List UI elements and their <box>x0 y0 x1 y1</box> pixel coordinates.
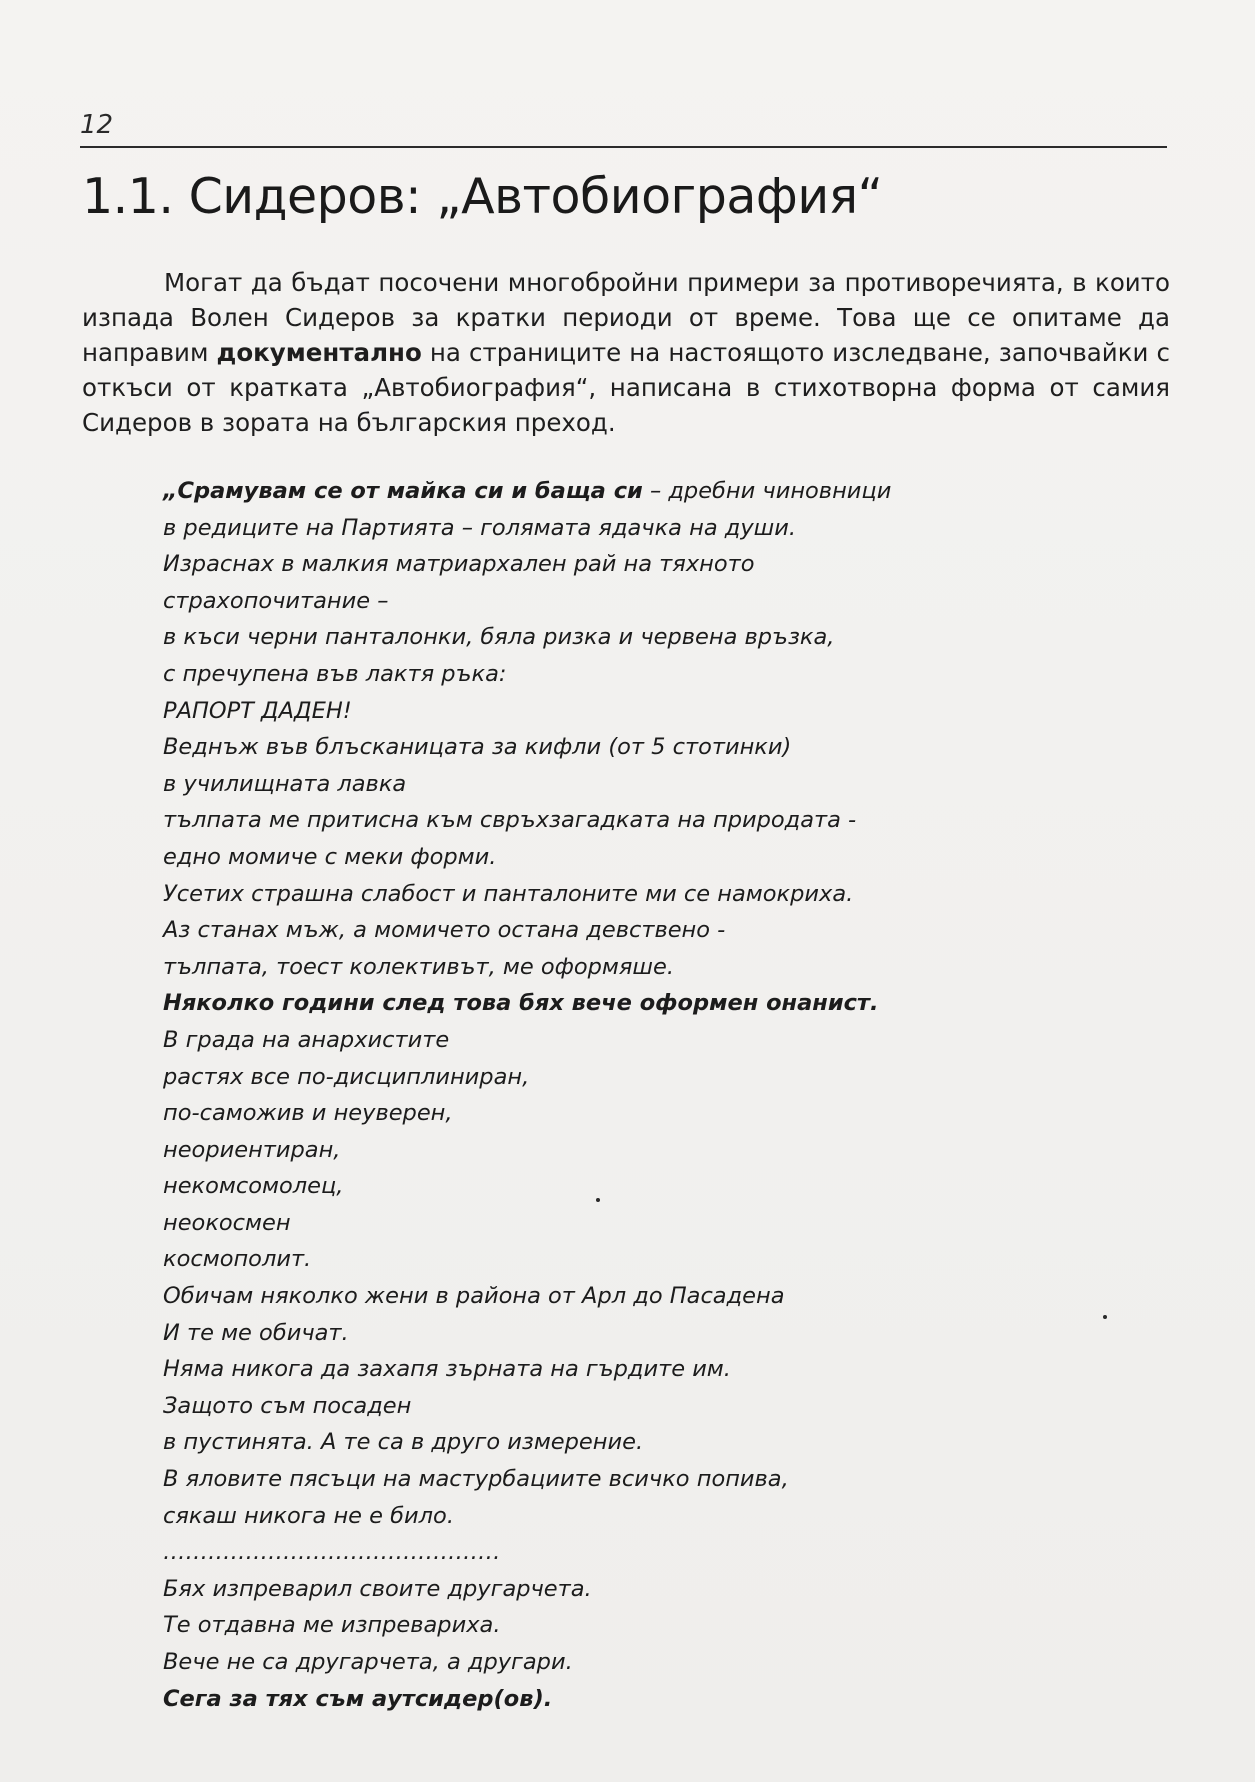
poem-line: И те ме обичат. <box>163 1319 349 1346</box>
poem <box>163 473 891 1717</box>
poem-line: сякаш никога не е било. <box>163 1502 454 1529</box>
page-number: 12 <box>80 110 114 140</box>
poem-line: Няма никога да захапя зърната на гърдите им. <box>163 1356 731 1383</box>
poem-line: В яловите пясъци на мастурбациите всичко попива, <box>163 1466 789 1493</box>
poem-line: в редиците на Партията – голямата ядачка на души. <box>163 514 797 541</box>
intro-text-after: на страниците на настоящото изследване, започвайки с откъси от кратката „Автобиография“, написана в стихотворна форма от самия Сидеров в зората на българския преход. <box>82 338 1170 437</box>
poem-line-rest: – дребни чиновници <box>642 478 892 504</box>
poem-line: Защото съм посаден <box>163 1392 412 1419</box>
poem-line: неокосмен <box>163 1209 291 1236</box>
poem-line: Израснах в малкия матриархален рай на тяхното <box>163 551 755 578</box>
poem-line: Обичам няколко жени в района от Арл до Пасадена <box>163 1283 785 1310</box>
poem-line: страхопочитание – <box>163 587 389 614</box>
poem-line: в училищната лавка <box>163 770 407 797</box>
poem-line: космополит. <box>163 1246 312 1273</box>
poem-dotted-line: ……………………………………… <box>163 1539 501 1566</box>
poem-line: в пустинята. А те са в друго измерение. <box>163 1429 644 1456</box>
poem-line-bold: Няколко години след това бях вече оформен онанист. <box>163 990 879 1017</box>
poem-line: РАПОРТ ДАДЕН! <box>163 697 352 724</box>
poem-line: с пречупена във лактя ръка: <box>163 660 507 687</box>
poem-line: Бях изпреварил своите другарчета. <box>163 1575 592 1602</box>
poem-line: растях все по-дисциплиниран, <box>163 1063 530 1090</box>
poem-line: едно момиче с меки форми. <box>163 843 497 870</box>
poem-line: в къси черни панталонки, бяла ризка и червена връзка, <box>163 624 835 651</box>
print-speck <box>596 1198 600 1202</box>
header-rule <box>80 146 1167 148</box>
poem-line: тълпата, тоест колективът, ме оформяше. <box>163 953 675 980</box>
intro-paragraph <box>82 265 1170 440</box>
poem-line: Вече не са другарчета, а другари. <box>163 1649 573 1675</box>
poem-line: В града на анархистите <box>163 1026 450 1053</box>
intro-text-before: Могат да бъдат посочени многобройни примери за противоречията, в които изпада Волен Сидеров за кратки периоди от време. Това ще се опитаме да направим <box>82 268 1170 367</box>
poem-line-emphasis: „Срамувам се от майка си и баща си <box>163 478 643 504</box>
poem-line: Усетих страшна слабост и панталоните ми се намокриха. <box>163 880 854 907</box>
intro-emphasis: документално <box>216 338 422 367</box>
poem-line-bold: Сега за тях съм аутсидер(ов). <box>163 1685 553 1712</box>
poem-line <box>163 473 891 510</box>
poem-line: по-саможив и неуверен, <box>163 1100 453 1127</box>
poem-line: Веднъж във блъсканицата за кифли (от 5 стотинки) <box>163 734 792 761</box>
poem-line: неориентиран, <box>163 1136 341 1163</box>
print-speck <box>1103 1315 1107 1319</box>
poem-line: некомсомолец, <box>163 1173 344 1200</box>
poem-line: Те отдавна ме изпревариха. <box>163 1612 501 1639</box>
section-title: 1.1. Сидеров: „Автобиография“ <box>82 168 883 225</box>
poem-line: Аз станах мъж, а момичето остана девствено - <box>163 917 726 944</box>
poem-line: тълпата ме притисна към свръхзагадката на природата - <box>163 807 857 834</box>
